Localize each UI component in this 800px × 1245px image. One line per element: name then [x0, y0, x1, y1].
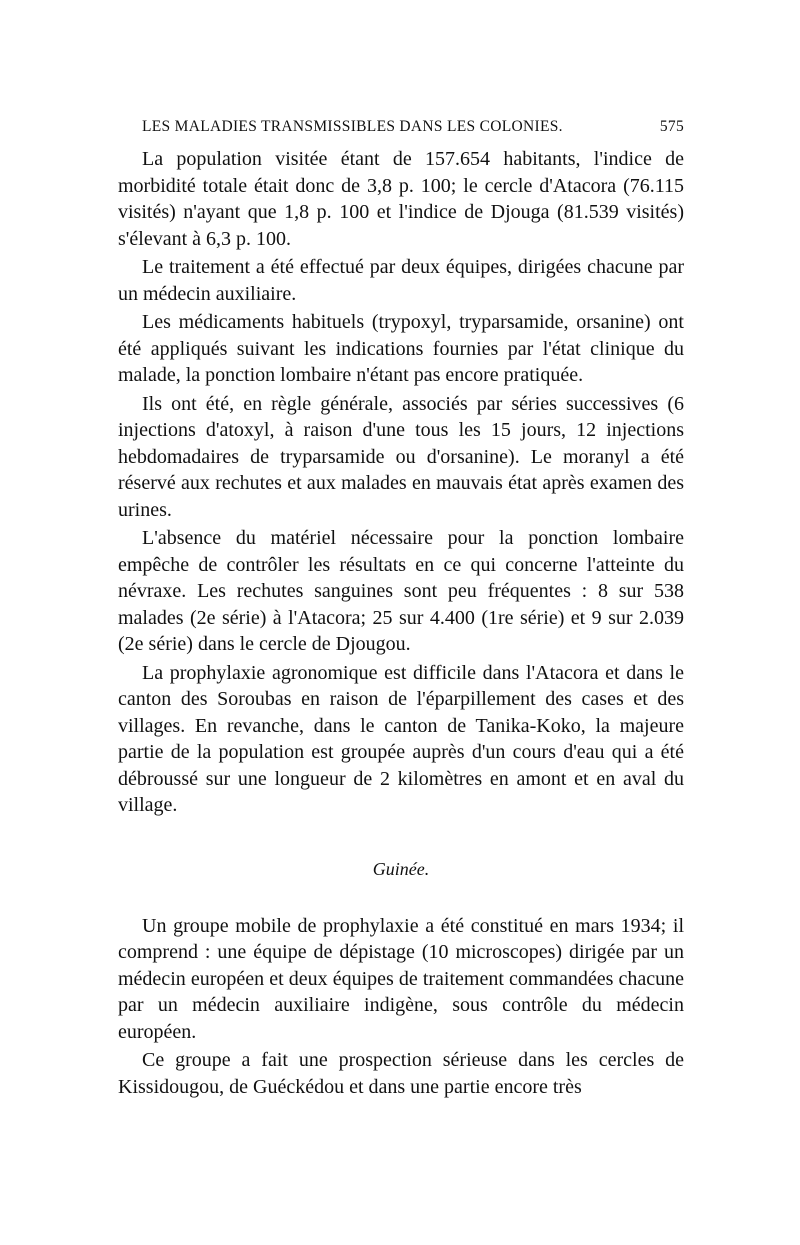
paragraph: Un groupe mobile de prophylaxie a été constitué en mars 1934; il comprend : une équipe de dépistage (10 microscopes) dirigée par un médecin européen et deux équipes de traitement commandées chacune par un médecin auxiliaire indigène, sous contrôle du médecin européen. [118, 914, 684, 1043]
paragraph: L'absence du matériel nécessaire pour la ponction lombaire empêche de contrôler les résultats en ce qui concerne l'atteinte du névraxe. Les rechutes sanguines sont peu fréquentes : 8 sur 538 malades (2e série) à l'Atacora; 25 sur 4.400 (1re série) et 9 sur 2.039 (2e série) dans le cercle de Djougou. [118, 527, 684, 655]
paragraph: Le traitement a été effectué par deux équipes, dirigées chacune par un médecin auxiliaire. [118, 256, 684, 305]
book-page [118, 116, 684, 1102]
paragraph: Les médicaments habituels (trypoxyl, tryparsamide, orsanine) ont été appliqués suivant les indications fournies par l'état clinique du malade, la ponction lombaire n'étant pas encore pratiquée. [118, 311, 684, 386]
paragraph: La prophylaxie agronomique est difficile dans l'Atacora et dans le canton des Soroubas en raison de l'éparpillement des cases et des villages. En revanche, dans le canton de Tanika-Koko, la majeure partie de la population est groupée auprès d'un cours d'eau qui a été débroussé sur une longueur de 2 kilomètres en amont et en aval du village. [118, 661, 684, 816]
paragraph: Ce groupe a fait une prospection sérieuse dans les cercles de Kissidougou, de Guéckédou et dans une partie encore très [118, 1049, 684, 1098]
section-heading: Guinée. [372, 858, 430, 879]
running-title: LES MALADIES TRANSMISSIBLES DANS LES COLONIES. [142, 118, 563, 135]
page-number: 575 [659, 118, 684, 135]
paragraph: La population visitée étant de 157.654 habitants, l'indice de morbidité totale était donc de 3,8 p. 100; le cercle d'Atacora (76.115 visités) n'ayant que 1,8 p. 100 et l'indice de Djouga (81.539 visités) s'élevant à 6,3 p. 100. [118, 148, 684, 250]
running-header [118, 116, 684, 146]
paragraph: Ils ont été, en règle générale, associés par séries successives (6 injections d'atoxyl, à raison d'une tous les 15 jours, 12 injections hebdomadaires de tryparsamide ou d'orsanine). Le moranyl a été réservé aux rechutes et aux malades en mauvais état après examen des urines. [118, 392, 684, 521]
